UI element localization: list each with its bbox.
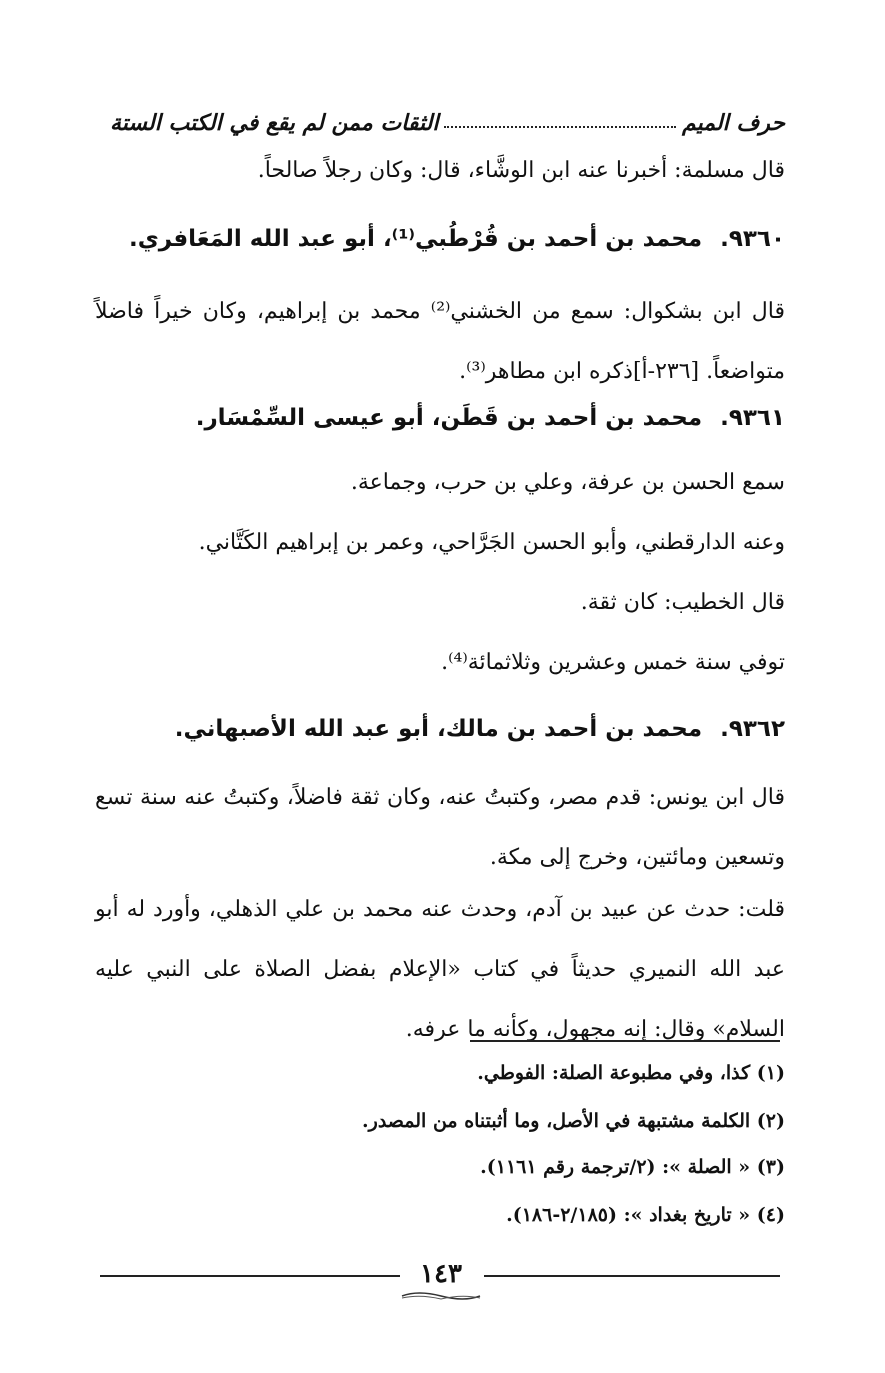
running-header bbox=[110, 96, 785, 136]
entry-heading-9362 bbox=[175, 716, 785, 742]
footer-rule-right bbox=[484, 1275, 780, 1277]
entry-number: ٩٣٦٠. bbox=[720, 226, 785, 252]
page-number-ornament bbox=[398, 1290, 484, 1302]
text-line: قال الخطيب: كان ثقة. bbox=[580, 590, 785, 615]
entry-number: ٩٣٦٢. bbox=[720, 716, 785, 742]
page-number: ١٤٣ bbox=[420, 1259, 462, 1289]
entry-name: محمد بن أحمد بن قُرْطُبي⁽¹⁾، أبو عبد الله المَعَافري. bbox=[128, 226, 703, 252]
chapter-title: حرف الميم bbox=[681, 110, 785, 136]
footnote-2: (٢) الكلمة مشتبهة في الأصل، وما أثبتناه من المصدر. bbox=[362, 1110, 785, 1132]
text-line: قال مسلمة: أخبرنا عنه ابن الوشَّاء، قال: وكان رجلاً صالحاً. bbox=[257, 158, 785, 183]
footnote-4: (٤) « تاريخ بغداد »: (٢/١٨٥-١٨٦). bbox=[506, 1204, 785, 1226]
footnote-3: (٣) « الصلة »: (٢/ترجمة رقم ١١٦١). bbox=[480, 1156, 785, 1178]
text-line: وعنه الدارقطني، وأبو الحسن الجَرَّاحي، وعمر بن إبراهيم الكَتَّاني. bbox=[198, 530, 785, 555]
paragraph: قال ابن يونس: قدم مصر، وكتبتُ عنه، وكان ثقة فاضلاً، وكتبتُ عنه سنة تسع وتسعين ومائتين، وخرج إلى مكة. bbox=[95, 785, 785, 870]
entry-name: محمد بن أحمد بن قَطَن، أبو عيسى السِّمْسَار. bbox=[195, 405, 703, 431]
header-dot-leader bbox=[444, 126, 676, 128]
paragraph: قال ابن بشكوال: سمع من الخشني⁽²⁾ محمد بن إبراهيم، وكان خيراً فاضلاً متواضعاً. [٢٣٦-أ]ذكره ابن مطاهر⁽³⁾. bbox=[95, 299, 785, 384]
entry-heading-9361 bbox=[196, 405, 785, 431]
footnote-separator bbox=[470, 1040, 780, 1042]
book-title: الثقات ممن لم يقع في الكتب الستة bbox=[110, 110, 439, 136]
entry-name: محمد بن أحمد بن مالك، أبو عبد الله الأصبهاني. bbox=[174, 716, 703, 742]
paragraph: قلت: حدث عن عبيد بن آدم، وحدث عنه محمد بن علي الذهلي، وأورد له أبو عبد الله النميري حديثاً في كتاب «الإعلام بفضل الصلاة على النبي عليه السلام» وقال: إنه مجهول، وكأنه ما عرفه. bbox=[95, 897, 785, 1042]
text-line: سمع الحسن بن عرفة، وعلي بن حرب، وجماعة. bbox=[350, 470, 785, 495]
entry-number: ٩٣٦١. bbox=[720, 405, 785, 431]
footnote-1: (١) كذا، وفي مطبوعة الصلة: الفوطي. bbox=[477, 1062, 785, 1084]
text-line: توفي سنة خمس وعشرين وثلاثمائة⁽⁴⁾. bbox=[441, 650, 785, 675]
entry-heading-9360 bbox=[129, 226, 785, 252]
footer-rule-left bbox=[100, 1275, 400, 1277]
